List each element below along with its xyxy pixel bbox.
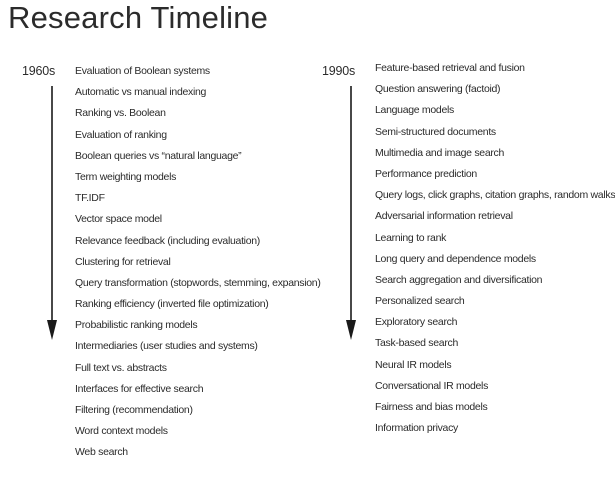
topic-item: Neural IR models <box>375 358 452 371</box>
topic-item: Question answering (factoid) <box>375 83 501 96</box>
topic-item: Search aggregation and diversification <box>375 273 543 286</box>
topic-item: Long query and dependence models <box>375 252 536 265</box>
topic-item: Multimedia and image search <box>375 146 505 159</box>
topic-item: Evaluation of ranking <box>75 128 167 141</box>
topic-item: Ranking efficiency (inverted file optimization) <box>75 298 269 311</box>
topic-item: Web search <box>75 446 128 459</box>
topic-item: Fairness and bias models <box>375 401 488 413</box>
era-label-1990s: 1990s <box>322 64 356 78</box>
topic-item: Interfaces for effective search <box>75 382 204 395</box>
topic-item: Word context models <box>75 425 168 438</box>
topic-item: Ranking vs. Boolean <box>75 107 166 120</box>
topic-item: Intermediaries (user studies and systems) <box>75 340 258 353</box>
topic-item: Performance prediction <box>375 167 477 180</box>
topic-item: Full text vs. abstracts <box>75 361 167 374</box>
topic-item: Boolean queries vs “natural language” <box>75 149 242 162</box>
timeline-down-arrow-icon <box>45 84 59 342</box>
topic-item: Conversational IR models <box>375 379 489 392</box>
topic-list-1960s <box>75 61 321 464</box>
topic-list-1990s <box>375 58 615 439</box>
topic-item: Adversarial information retrieval <box>375 210 513 223</box>
topic-item: Semi-structured documents <box>375 125 496 138</box>
topic-item: Relevance feedback (including evaluation) <box>75 234 260 247</box>
topic-item: Automatic vs manual indexing <box>75 86 207 99</box>
topic-item: Information privacy <box>375 422 459 435</box>
slide-title: Research Timeline <box>8 0 269 35</box>
topic-item: Probabilistic ranking models <box>75 319 198 332</box>
era-label-1960s: 1960s <box>22 64 56 78</box>
topic-item: Evaluation of Boolean systems <box>75 65 210 77</box>
topic-item: Query logs, click graphs, citation graphs, random walks <box>375 189 615 202</box>
topic-item: Vector space model <box>75 213 162 226</box>
topic-item: TF.IDF <box>75 192 105 205</box>
topic-item: Personalized search <box>375 295 465 308</box>
topic-item: Learning to rank <box>375 231 447 244</box>
topic-item: Exploratory search <box>375 316 458 329</box>
topic-item: Term weighting models <box>75 170 177 183</box>
timeline-down-arrow-icon <box>344 84 358 342</box>
topic-item: Query transformation (stopwords, stemming, expansion) <box>75 276 321 289</box>
topic-item: Language models <box>375 104 454 117</box>
topic-item: Task-based search <box>375 337 459 350</box>
topic-item: Feature-based retrieval and fusion <box>375 62 525 74</box>
topic-item: Clustering for retrieval <box>75 255 171 268</box>
topic-item: Filtering (recommendation) <box>75 404 193 416</box>
